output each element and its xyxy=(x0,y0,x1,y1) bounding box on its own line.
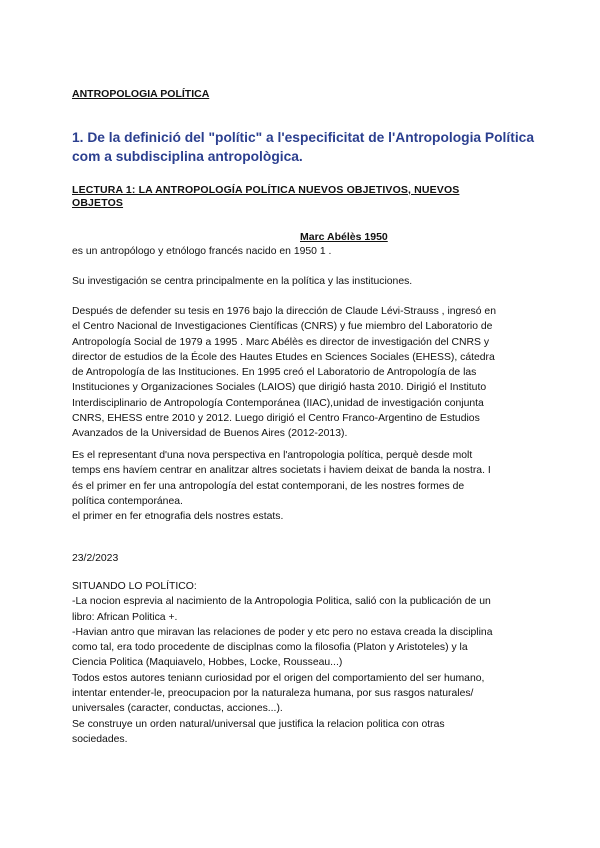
text-line: Interdisciplinario de Antropología Contemporánea (IIAC),unidad de investigación conjunta xyxy=(72,397,484,409)
text-line: el primer en fer etnografia dels nostres estats. xyxy=(72,511,284,523)
date-text: 23/2/2023 xyxy=(72,553,119,564)
text-line: és el primer en fer una antropología del estat contemporani, de les nostres formes de xyxy=(72,480,465,492)
text-line: libro: African Politica +. xyxy=(72,611,178,623)
text-line: de Antropología de las Instituciones. En 1995 creó el Laboratorio de Antropología de las xyxy=(72,367,477,379)
text-line: -La nocion esprevia al nacimiento de la Antropologia Politica, salió con la publicación de un xyxy=(72,596,491,608)
author-name: Marc Abélès 1950 xyxy=(300,231,388,243)
text-line: temps ens havíem centrar en analitzar altres societats i haviem deixat de banda la nostra. I xyxy=(72,465,491,477)
text-line: intentar entender-le, preocupacion por la naturaleza humana, por sus rasgos naturales/ xyxy=(72,688,474,700)
paragraph-research: Su investigación se centra principalmente en la política y las instituciones. xyxy=(72,276,413,287)
paragraph-intro: es un antropólogo y etnólogo francés nacido en 1950 1 . xyxy=(72,246,332,257)
text-line: sociedades. xyxy=(72,733,128,745)
paragraph-situando xyxy=(72,579,532,747)
text-line: CNRS, EHESS entre 2010 y 2012. Luego dirigió el Centro Franco-Argentino de Estudios xyxy=(72,413,480,425)
text-line: Ciencia Politica (Maquiavelo, Hobbes, Locke, Rousseau...) xyxy=(72,657,343,669)
text-line: Se construye un orden natural/universal que justifica la relacion politica con otras xyxy=(72,718,445,730)
text-line: -Havian antro que miravan las relaciones de poder y etc pero no estava creada la disciplina xyxy=(72,626,493,638)
document-title: ANTROPOLOGIA POLÍTICA xyxy=(72,88,210,100)
reading-heading: LECTURA 1: LA ANTROPOLOGÍA POLÍTICA NUEVOS OBJETIVOS, NUEVOS OBJETOS xyxy=(72,184,460,209)
text-line: Después de defender su tesis en 1976 bajo la dirección de Claude Lévi-Strauss , ingresó en xyxy=(72,306,496,317)
paragraph-perspective xyxy=(72,448,532,524)
text-line: Avanzados de la Universidad de Buenos Aires (2012-2013). xyxy=(72,428,348,440)
text-line: universales (caracter, conductas, acciones...). xyxy=(72,703,283,715)
text-line: política contemporánea. xyxy=(72,495,183,507)
text-line: Antropología Social de 1979 a 1995 . Marc Abélès es director de investigación del CNRS y xyxy=(72,336,490,348)
text-line: SITUANDO LO POLÍTICO: xyxy=(72,581,197,592)
text-line: director de estudios de la École des Hautes Etudes en Sciences Sociales (EHESS), cátedra xyxy=(72,351,495,363)
text-line: Es el representant d'una nova perspectiva en l'antropologia política, perquè desde molt xyxy=(72,450,473,461)
text-line: Instituciones y Organizaciones Sociales (LAIOS) que dirigió hasta 2010. Dirigió el Instituto xyxy=(72,382,487,394)
paragraph-biography xyxy=(72,304,532,442)
text-line: Todos estos autores teniann curiosidad por el origen del comportamiento del ser humano, xyxy=(72,672,485,684)
text-line: como tal, era todo procedente de disciplnas como la filosofia (Platon y Aristoteles) y la xyxy=(72,642,468,654)
section-heading: 1. De la definició del "polític" a l'especificitat de l'Antropologia Política com a subdisciplina antropològica. xyxy=(72,130,535,164)
text-line: el Centro Nacional de Investigaciones Científicas (CNRS) y fue miembro del Laboratorio de xyxy=(72,321,493,333)
